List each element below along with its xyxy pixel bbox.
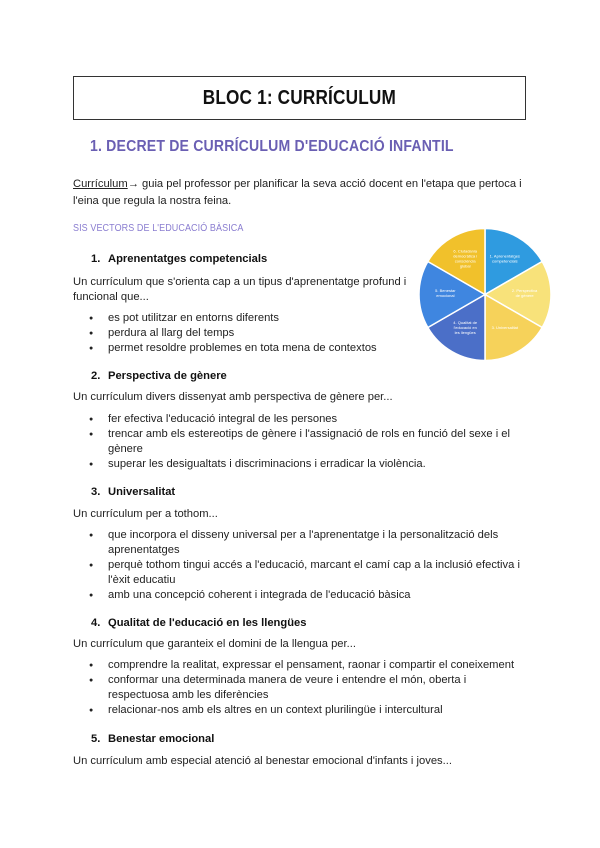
pie-slice-label: 2. Perspectiva de gènere bbox=[511, 288, 538, 298]
intro-paragraph bbox=[73, 176, 528, 210]
arrow-glyph: → bbox=[127, 178, 139, 190]
list-item: ● permet resoldre problemes en tota mena de contextos bbox=[73, 341, 413, 356]
pie-svg bbox=[415, 227, 555, 362]
section-3-intro: Un currículum per a tothom... bbox=[73, 508, 218, 520]
list-item: ● comprendre la realitat, expressar el pensament, raonar i compartir el coneixement bbox=[73, 658, 528, 673]
list-item: ● amb una concepció coherent i integrada de l'educació bàsica bbox=[73, 588, 528, 603]
section-4-title: 4. Qualitat de l'educació en les llengües bbox=[91, 617, 307, 629]
section-1-intro: Un currículum que s'orienta cap a un tipus d'aprenentatge profund i funcional que... bbox=[73, 276, 407, 303]
page-title: BLOC 1: CURRÍCULUM bbox=[202, 86, 397, 109]
section-3-list bbox=[73, 528, 528, 603]
list-item: ● relacionar-nos amb els altres en un context plurilingüe i intercultural bbox=[73, 703, 528, 718]
intro-term: Currículum bbox=[73, 178, 128, 190]
section-4-intro: Un currículum que garanteix el domini de la llengua per... bbox=[73, 638, 356, 650]
list-item: ● trencar amb els estereotips de gènere i l'assignació de rols en funció del sexe i el gènere bbox=[73, 427, 528, 457]
pie-slice-label: 4. Qualitat de l'educació en les llengües bbox=[453, 319, 478, 335]
section-1-title: 1. Aprenentatges competencials bbox=[91, 253, 268, 265]
pie-slice-label: 1. Aprenentatges competencials bbox=[489, 253, 520, 264]
list-item: ● es pot utilitzar en entorns diferents bbox=[73, 311, 413, 326]
section-1-list bbox=[73, 311, 413, 356]
section-4-list bbox=[73, 658, 528, 718]
pie-slice-label: 3. Universalitat bbox=[491, 324, 519, 330]
section-heading: 1. DECRET DE CURRÍCULUM D'EDUCACIÓ INFANTIL bbox=[90, 138, 454, 155]
list-item: ● que incorpora el disseny universal per a l'aprenentatge i la personalització dels aprenentatges bbox=[73, 528, 528, 558]
list-item: ● perdura al llarg del temps bbox=[73, 326, 413, 341]
intro-text: guia pel professor per planificar la seva acció docent en l'etapa que pertoca i l'eina que regula la nostra feina. bbox=[73, 178, 522, 207]
section-2-list bbox=[73, 412, 528, 472]
list-item: ● superar les desigualtats i discriminacions i erradicar la violència. bbox=[73, 457, 528, 472]
section-5-title: 5. Benestar emocional bbox=[91, 733, 215, 745]
list-item: ● fer efectiva l'educació integral de les persones bbox=[73, 412, 528, 427]
section-3-title: 3. Universalitat bbox=[91, 486, 176, 498]
list-item: ● perquè tothom tingui accés a l'educació, marcant el camí cap a la inclusió efectiva i l'èxit educatiu bbox=[73, 558, 528, 588]
section-5-intro: Un currículum amb especial atenció al benestar emocional d'infants i joves... bbox=[73, 755, 452, 767]
pie-slice-label: 6. Ciutadania democràtica i consciència global bbox=[453, 248, 478, 269]
vectors-pie-chart bbox=[415, 227, 555, 362]
pie-slice-label: 5. Benestar emocional bbox=[435, 288, 456, 298]
section-2-intro: Un currículum divers dissenyat amb perspectiva de gènere per... bbox=[73, 391, 393, 403]
title-box bbox=[73, 76, 526, 120]
list-item: ● conformar una determinada manera de veure i entendre el món, oberta i respectuosa amb les diferències bbox=[73, 673, 528, 703]
section-2-title: 2. Perspectiva de gènere bbox=[91, 370, 227, 382]
subheading: SIS VECTORS DE L'EDUCACIÓ BÀSICA bbox=[73, 223, 244, 234]
